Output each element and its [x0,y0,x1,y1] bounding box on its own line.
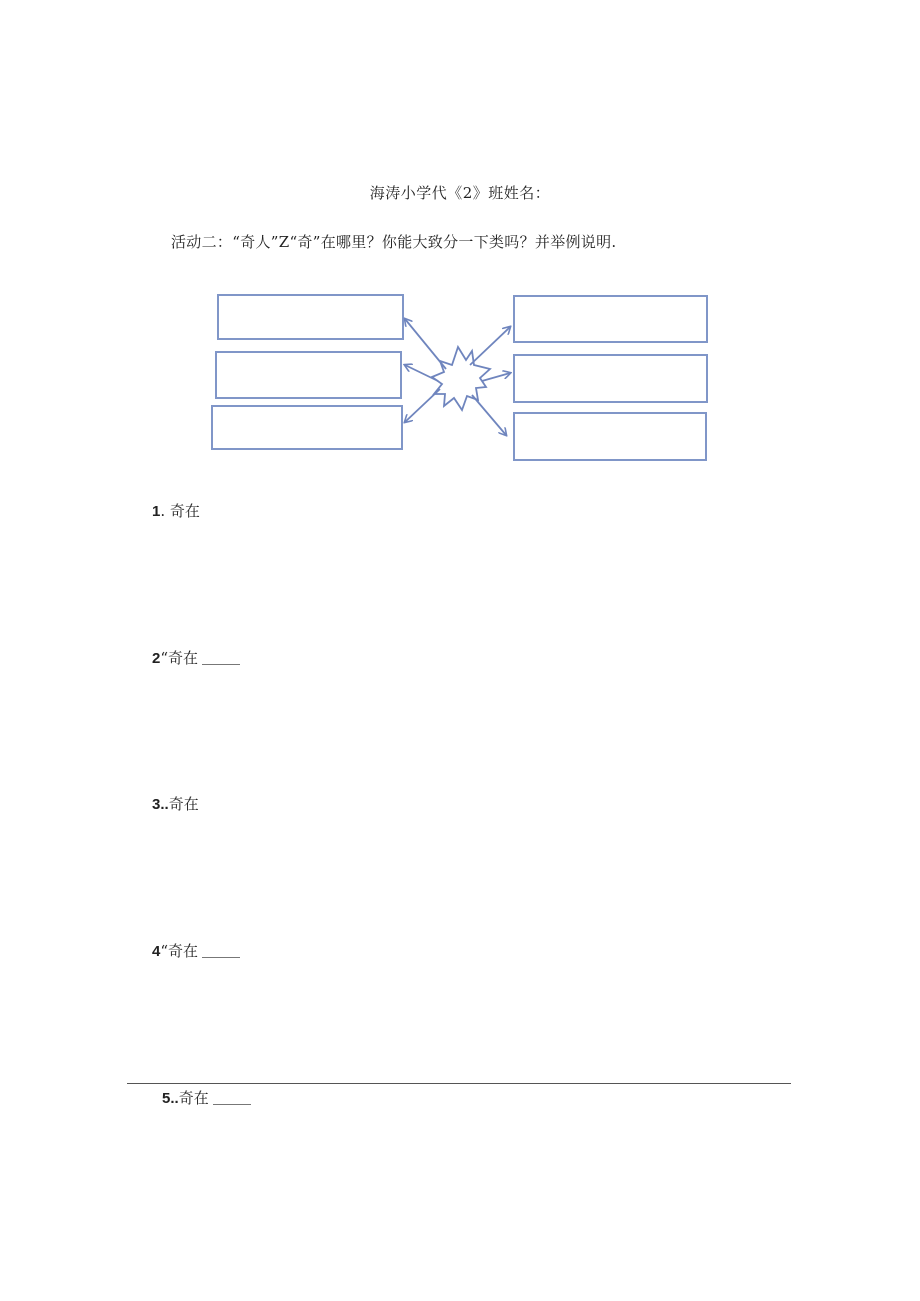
answer-blank[interactable] [213,1103,251,1105]
item-label: 奇在 [178,1089,209,1107]
item-number: 2 [152,650,161,667]
question-item-5 [162,1087,251,1108]
question-item-4 [152,940,240,961]
item-label: “奇在 [160,649,199,667]
right-box-3 [514,413,706,460]
item-number: 5.. [162,1090,179,1107]
item-label: 奇在 [168,795,199,813]
activity-instruction: 活动二：“奇人”Z“奇”在哪里？你能大致分一下类吗？并举例说明. [171,233,617,251]
arrow-to-right-box-3 [472,395,506,435]
item-number: 4 [152,943,161,960]
arrow-to-left-box-2 [405,365,438,381]
document-title: 海涛小学代《2》班姓名： [369,184,551,202]
arrow-to-left-box-1 [405,319,446,369]
left-box-2 [216,352,401,398]
item-label: “奇在 [160,942,199,960]
item-number: 3.. [152,796,169,813]
arrow-to-right-box-2 [482,373,510,381]
answer-blank[interactable] [202,663,240,665]
arrow-to-left-box-3 [405,389,440,422]
answer-blank[interactable] [202,956,240,958]
question-item-2 [152,647,240,668]
question-item-1 [152,500,200,521]
right-box-2 [514,355,707,402]
arrow-to-right-box-1 [470,327,510,365]
classification-diagram [200,285,720,470]
item-number: 1 [152,503,161,520]
question-item-3 [152,793,199,814]
right-box-1 [514,296,707,342]
starburst-center [432,347,490,410]
item-label: . 奇在 [160,502,200,520]
left-box-3 [212,406,402,449]
page-divider [127,1083,791,1084]
left-box-1 [218,295,403,339]
